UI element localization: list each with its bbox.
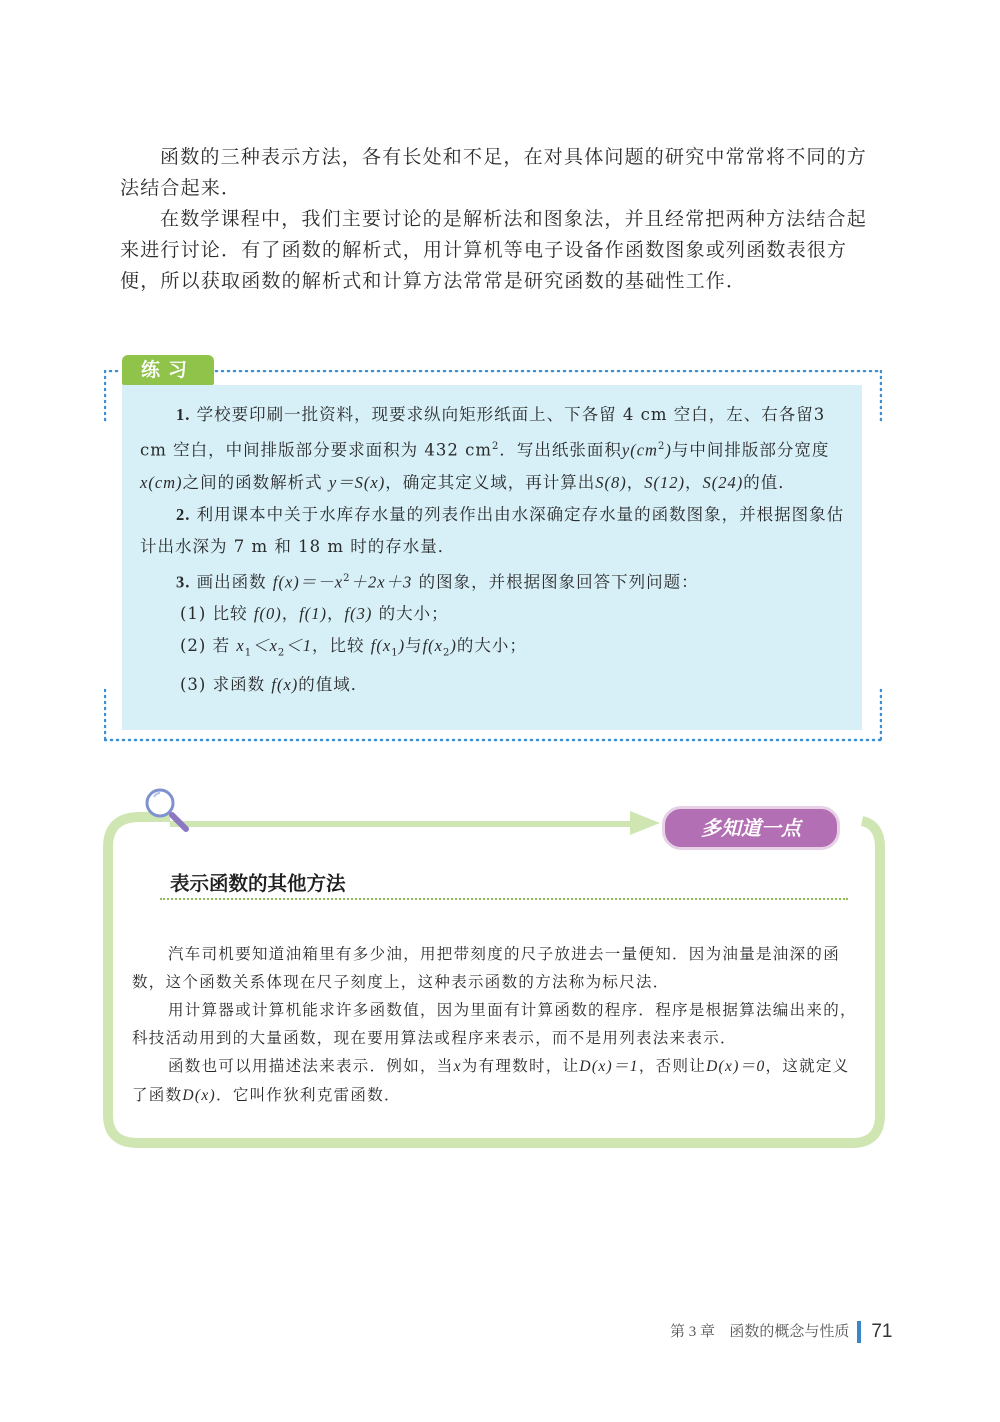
p3-text-c: ，否则让 — [638, 1057, 707, 1075]
part-2-text-b: ，比较 — [312, 636, 365, 655]
footer-divider — [857, 1321, 861, 1343]
more-knowledge-badge: 多知道一点 — [662, 806, 840, 850]
question-3-text-a: 画出函数 — [196, 572, 267, 591]
question-1-s12: S(12) — [644, 472, 685, 492]
question-1-text-g: 的值． — [743, 472, 796, 492]
question-1 — [140, 399, 852, 499]
p3-d-equals-0: D(x)＝0 — [706, 1058, 766, 1075]
x1: x — [236, 636, 245, 655]
page-number: 71 — [871, 1321, 893, 1342]
more-knowledge-paragraph-2: 用计算器或计算机能求许多函数值，因为里面有计算函数的程序．程序是根据算法编出来的，科技活动用到的大量函数，现在要用算法或程序来表示，而不是用列表法来表示． — [132, 1001, 857, 1047]
question-1-s8: S(8) — [595, 472, 627, 492]
f0: f(0) — [253, 604, 282, 623]
question-1-text-b: ．写出纸张面积 — [499, 440, 622, 460]
p3-text-e: ．它叫作狄利克雷函数． — [216, 1086, 401, 1104]
comma: ， — [327, 604, 345, 623]
f1: f(1) — [299, 604, 328, 623]
arrow-bar — [170, 811, 660, 835]
question-1-sup: 2 — [492, 441, 500, 452]
question-1-s24: S(24) — [702, 472, 744, 492]
question-1-x: x(cm) — [140, 472, 183, 492]
question-3-part-3 — [140, 669, 852, 701]
page-footer — [670, 1318, 892, 1344]
part-1-text: 的大小； — [378, 604, 449, 623]
question-3-sup: 2 — [343, 572, 351, 584]
question-1-close: ) — [665, 440, 672, 460]
lt-1: ＜1 — [285, 636, 313, 655]
question-1-text-e: ，确定其定义域，再计算出 — [385, 472, 596, 492]
chapter-number: 第 3 章 — [670, 1324, 716, 1340]
exercise-tab: 练习 — [122, 355, 214, 385]
p3-text-d: ，这就定义了函数 — [132, 1057, 850, 1104]
more-knowledge-paragraph-3 — [132, 1052, 858, 1110]
question-2-text: 利用课本中关于水库存水量的列表作出由水深确定存水量的函数图象，并根据图象估计出水深为 7 m 和 18 m 时的存水量． — [140, 504, 845, 556]
part-2-text-c: 与 — [405, 636, 423, 655]
exercise-questions — [140, 399, 852, 701]
p3-dx: D(x) — [182, 1087, 217, 1104]
question-1-text-d: 之间的函数解析式 — [182, 472, 323, 492]
p3-d-equals-1: D(x)＝1 — [579, 1058, 639, 1075]
more-knowledge-title: 表示函数的其他方法 — [170, 872, 346, 895]
question-1-equation: y＝S(x) — [328, 472, 386, 492]
magnifier-icon — [147, 790, 186, 829]
question-1-text-c: 与中间排版部分宽度 — [671, 440, 830, 460]
f-x1: f(x — [370, 636, 392, 655]
question-2 — [140, 499, 852, 563]
p3-x: x — [453, 1058, 462, 1075]
title-divider — [160, 898, 848, 900]
question-3-function: f(x)＝－x — [272, 572, 344, 591]
part-1-label: (1) 比较 — [180, 604, 248, 623]
comma: ， — [684, 472, 703, 492]
question-3-part-1 — [140, 598, 852, 630]
question-3 — [140, 563, 852, 599]
part-3-label: (3) 求函数 — [180, 675, 266, 695]
intro-text — [120, 142, 870, 297]
question-1-y: y(cm — [621, 440, 658, 460]
question-3-part-2: (2) 若 $x_1<x_2<1$，比较 $f(x_1)$与$f(x_2)$的大小； — [180, 636, 527, 659]
p3-text-b: 为有理数时，让 — [461, 1057, 580, 1075]
part-2-label: (2) 若 — [180, 636, 231, 655]
question-1-sup-2: 2 — [657, 441, 666, 452]
f-x2: f(x — [422, 636, 443, 655]
part-2-text-d: 的大小； — [456, 636, 527, 655]
intro-paragraph-2: 在数学课程中，我们主要讨论的是解析法和图象法，并且经常把两种方法结合起来进行讨论．有了函数的解析式，用计算机等电子设备作函数图象或列函数表很方便，所以获取函数的解析式和计算方法常常是研究函数的基础性工作． — [120, 208, 868, 292]
intro-paragraph-1: 函数的三种表示方法，各有长处和不足，在对具体问题的研究中常常将不同的方法结合起来． — [120, 146, 868, 199]
f3: f(3) — [344, 604, 373, 623]
part-3-text: 的值域． — [298, 675, 369, 695]
comma: ， — [626, 472, 645, 492]
more-knowledge-text — [132, 940, 858, 1110]
fx: f(x) — [271, 675, 299, 695]
question-1-text-a: 学校要印刷一批资料，现要求纵向矩形纸面上、下各留 4 cm 空白，左、右各留3 cm 空白，中间排版部分要求面积为 432 cm — [140, 405, 826, 460]
chapter-title: 函数的概念与性质 — [729, 1324, 850, 1340]
question-3-number: 3. — [176, 572, 191, 591]
lt-x2: ＜x — [252, 636, 278, 655]
question-1-number: 1. — [176, 405, 191, 424]
comma: ， — [281, 604, 300, 623]
p3-text-a: 函数也可以用描述法来表示．例如，当 — [168, 1057, 454, 1075]
question-3-function-rest: ＋2x＋3 — [350, 572, 413, 591]
question-2-number: 2. — [176, 504, 191, 524]
more-knowledge-paragraph-1: 汽车司机要知道油箱里有多少油，用把带刻度的尺子放进去一量便知．因为油量是油深的函数，这个函数关系体现在尺子刻度上，这种表示函数的方法称为标尺法． — [132, 945, 841, 991]
question-3-text-c: 的图象，并根据图象回答下列问题： — [418, 572, 699, 591]
